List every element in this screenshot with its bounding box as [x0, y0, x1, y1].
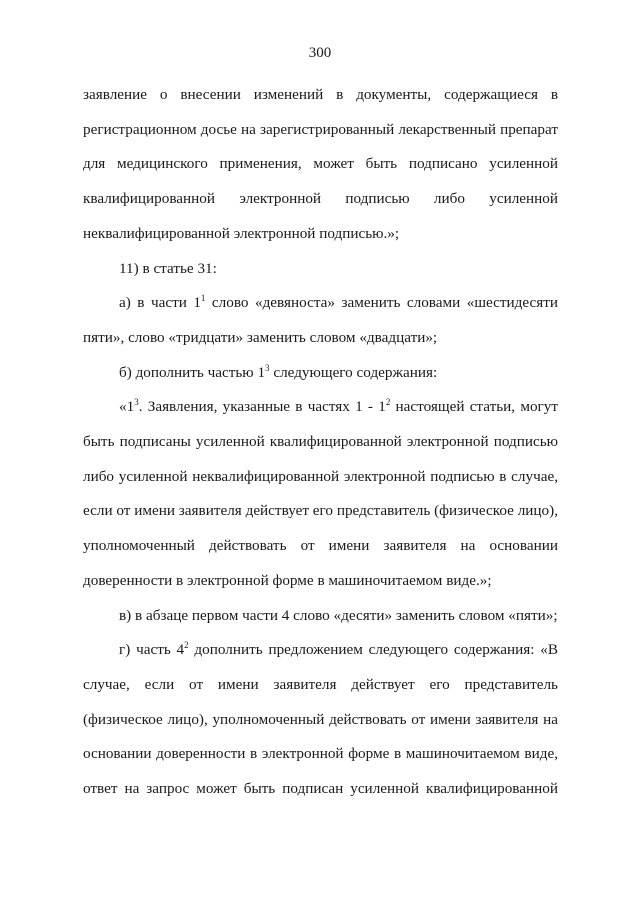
- paragraph-article-31: 11) в статье 31:: [119, 259, 217, 277]
- paragraph-item-a: [83, 286, 558, 355]
- text-run: а) в части 1: [119, 294, 201, 312]
- superscript: 3: [134, 397, 139, 408]
- superscript: 1: [200, 293, 206, 304]
- text-run: . Заявления, указанные в частях 1 - 1: [138, 398, 386, 416]
- text-run: следующего содержания:: [269, 363, 438, 381]
- paragraph-continuation: заявление о внесении изменений в документы, содержащиеся в регистрационном досье на зарегистрированный лекарственный препарат для медицинского применения, может быть подписано усиленной квалифицированной электронной подписью либо усиленной неквалифицированной электронной подписью.»;: [83, 86, 558, 242]
- paragraph-item-b: [83, 356, 558, 391]
- text-run: дополнить предложением следующего содержания: «В случае, если от имени заявителя действует его представитель (физическое лицо), уполномоченный действовать от имени заявителя на основании доверенности в электронной форме в машиночитаемом виде, ответ на запрос может быть подписан усиленной квалифицированной: [83, 641, 558, 798]
- page-number: 300: [308, 45, 332, 61]
- paragraph-part-1-3: [83, 390, 558, 598]
- superscript: 2: [184, 640, 189, 651]
- superscript: 2: [385, 397, 391, 408]
- paragraph-item-v: в) в абзаце первом части 4 слово «десяти» заменить словом «пяти»;: [119, 606, 558, 624]
- paragraph-item-g: [83, 633, 558, 807]
- text-run: настоящей статьи, могут быть подписаны усиленной квалифицированной электронной подписью либо усиленной неквалифицированной электронной подписью в случае, если от имени заявителя действует его представитель (физическое лицо), уполномоченный действовать от имени заявителя на основании доверенности в электронной форме в машиночитаемом виде.»;: [83, 398, 558, 589]
- text-run: «1: [119, 398, 135, 416]
- superscript: 3: [265, 362, 270, 373]
- text-run: б) дополнить частью 1: [119, 363, 266, 381]
- document-body: [83, 78, 558, 807]
- text-run: слово «девяноста» заменить словами «шестидесяти пяти», слово «тридцати» заменить словом «двадцати»;: [83, 294, 558, 346]
- text-run: г) часть 4: [119, 641, 185, 659]
